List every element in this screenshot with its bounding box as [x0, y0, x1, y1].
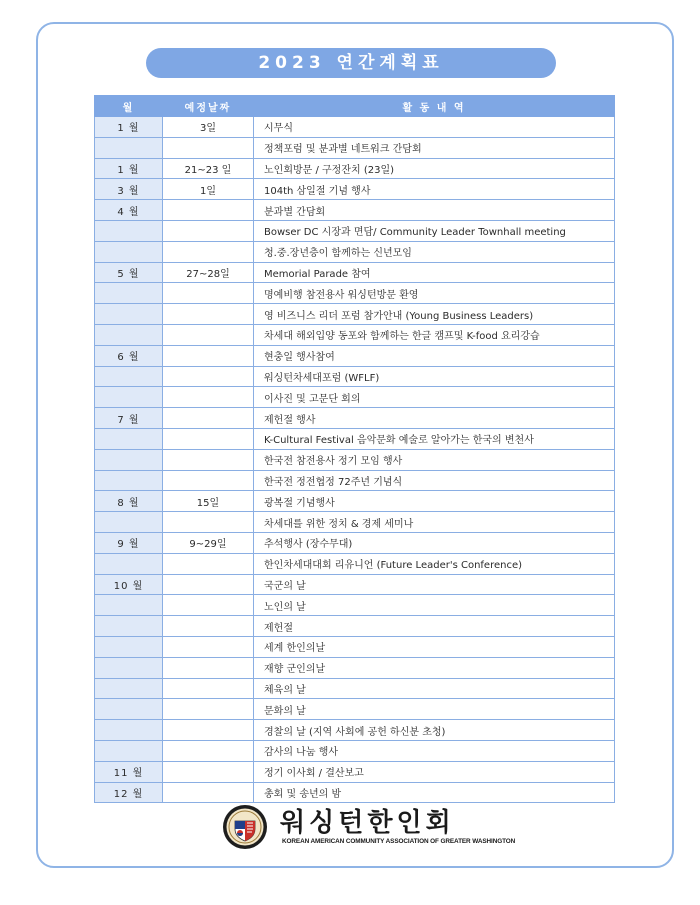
- row-date: [163, 283, 254, 304]
- row-date: 9~29일: [163, 532, 254, 553]
- row-activity: 영 비즈니스 리더 포럼 참가안내 (Young Business Leaders): [254, 304, 615, 325]
- row-month: [95, 387, 163, 408]
- row-date: [163, 636, 254, 657]
- row-date: [163, 366, 254, 387]
- row-activity: K-Cultural Festival 음악문화 예술로 알아가는 한국의 변천사: [254, 428, 615, 449]
- row-activity: Memorial Parade 참여: [254, 262, 615, 283]
- association-seal-icon: [222, 804, 268, 850]
- row-month: [95, 241, 163, 262]
- footer-logo: [222, 802, 522, 856]
- row-date: [163, 512, 254, 533]
- row-date: [163, 553, 254, 574]
- row-month: [95, 470, 163, 491]
- row-date: [163, 595, 254, 616]
- row-date: [163, 657, 254, 678]
- table-row: [95, 512, 615, 533]
- row-date: 1일: [163, 179, 254, 200]
- row-month: 6 월: [95, 345, 163, 366]
- association-name-english: KOREAN AMERICAN COMMUNITY ASSOCIATION OF GREATER WASHINGTON: [282, 838, 516, 845]
- table-row: [95, 366, 615, 387]
- row-activity: 시무식: [254, 117, 615, 138]
- row-activity: Bowser DC 시장과 면담/ Community Leader Townhall meeting: [254, 220, 615, 241]
- row-date: [163, 782, 254, 803]
- table-row: [95, 304, 615, 325]
- annual-plan-table: [94, 95, 615, 803]
- table-row: [95, 262, 615, 283]
- table-row: [95, 740, 615, 761]
- row-activity: 국군의 날: [254, 574, 615, 595]
- header-activity: 활 동 내 역: [254, 96, 615, 117]
- table-row: [95, 595, 615, 616]
- row-date: [163, 428, 254, 449]
- row-activity: 정기 이사회 / 결산보고: [254, 761, 615, 782]
- row-month: [95, 616, 163, 637]
- row-date: [163, 616, 254, 637]
- row-activity: 문화의 날: [254, 699, 615, 720]
- row-activity: 104th 삼일절 기념 행사: [254, 179, 615, 200]
- row-date: [163, 740, 254, 761]
- row-date: [163, 387, 254, 408]
- row-date: 15일: [163, 491, 254, 512]
- row-activity: 명예비행 참전용사 워싱턴방문 환영: [254, 283, 615, 304]
- table-row: [95, 553, 615, 574]
- row-activity: 워싱턴차세대포럼 (WFLF): [254, 366, 615, 387]
- row-month: 11 월: [95, 761, 163, 782]
- row-date: [163, 241, 254, 262]
- row-activity: 재향 군인의날: [254, 657, 615, 678]
- table-row: [95, 449, 615, 470]
- row-date: 27~28일: [163, 262, 254, 283]
- row-month: 5 월: [95, 262, 163, 283]
- row-date: [163, 678, 254, 699]
- table-row: [95, 179, 615, 200]
- table-row: [95, 657, 615, 678]
- row-activity: 감사의 나눔 행사: [254, 740, 615, 761]
- header-month: 월: [95, 96, 163, 117]
- row-month: 8 월: [95, 491, 163, 512]
- row-date: [163, 304, 254, 325]
- row-month: [95, 699, 163, 720]
- row-month: [95, 636, 163, 657]
- row-month: [95, 553, 163, 574]
- row-date: [163, 574, 254, 595]
- table-row: [95, 283, 615, 304]
- row-month: [95, 678, 163, 699]
- association-name: 워싱턴한인회: [280, 808, 455, 838]
- table-row: [95, 636, 615, 657]
- row-activity: 추석행사 (장수무대): [254, 532, 615, 553]
- table-row: [95, 428, 615, 449]
- table-row: [95, 532, 615, 553]
- row-month: 9 월: [95, 532, 163, 553]
- row-activity: 이사진 및 고문단 회의: [254, 387, 615, 408]
- row-activity: 총회 및 송년의 밤: [254, 782, 615, 803]
- table-row: [95, 761, 615, 782]
- table-row: [95, 345, 615, 366]
- page-title: 2023 연간계획표: [146, 48, 556, 78]
- row-activity: 세계 한인의날: [254, 636, 615, 657]
- table-row: [95, 491, 615, 512]
- row-month: 1 월: [95, 158, 163, 179]
- header-date: 예정날짜: [163, 96, 254, 117]
- table-row: [95, 678, 615, 699]
- row-activity: 한국전 정전협정 72주년 기념식: [254, 470, 615, 491]
- table-row: [95, 387, 615, 408]
- table-body: [95, 117, 615, 803]
- row-activity: 한국전 참전용사 정기 모임 행사: [254, 449, 615, 470]
- table-row: [95, 782, 615, 803]
- row-month: [95, 512, 163, 533]
- row-activity: 광복절 기념행사: [254, 491, 615, 512]
- row-activity: 경찰의 날 (지역 사회에 공헌 하신분 초청): [254, 720, 615, 741]
- row-date: [163, 200, 254, 221]
- row-date: [163, 699, 254, 720]
- row-date: [163, 345, 254, 366]
- row-activity: 한인차세대대회 리유니언 (Future Leader's Conference): [254, 553, 615, 574]
- row-month: [95, 137, 163, 158]
- row-activity: 정책포럼 및 분과별 네트워크 간담회: [254, 137, 615, 158]
- row-date: [163, 408, 254, 429]
- row-activity: 노인회방문 / 구정잔치 (23일): [254, 158, 615, 179]
- row-month: 12 월: [95, 782, 163, 803]
- table-row: [95, 158, 615, 179]
- row-date: 3일: [163, 117, 254, 138]
- table-header-row: [95, 96, 615, 117]
- row-activity: 제헌절: [254, 616, 615, 637]
- row-activity: 차세대를 위한 정치 & 경제 세미나: [254, 512, 615, 533]
- table-row: [95, 574, 615, 595]
- row-date: [163, 137, 254, 158]
- row-month: [95, 657, 163, 678]
- row-month: 4 월: [95, 200, 163, 221]
- row-month: [95, 720, 163, 741]
- table-row: [95, 137, 615, 158]
- row-date: [163, 324, 254, 345]
- row-month: 1 월: [95, 117, 163, 138]
- table-row: [95, 699, 615, 720]
- row-activity: 청.중.장년층이 함께하는 신년모임: [254, 241, 615, 262]
- row-date: [163, 449, 254, 470]
- row-month: [95, 428, 163, 449]
- row-month: 7 월: [95, 408, 163, 429]
- row-month: [95, 595, 163, 616]
- row-month: [95, 283, 163, 304]
- row-month: [95, 304, 163, 325]
- table-row: [95, 720, 615, 741]
- row-month: [95, 220, 163, 241]
- row-date: [163, 470, 254, 491]
- row-date: 21~23 일: [163, 158, 254, 179]
- table-row: [95, 220, 615, 241]
- row-activity: 분과별 간담회: [254, 200, 615, 221]
- row-date: [163, 220, 254, 241]
- row-activity: 노인의 날: [254, 595, 615, 616]
- row-date: [163, 761, 254, 782]
- row-activity: 제헌절 행사: [254, 408, 615, 429]
- table-row: [95, 117, 615, 138]
- table-row: [95, 616, 615, 637]
- row-date: [163, 720, 254, 741]
- row-month: [95, 740, 163, 761]
- table-row: [95, 200, 615, 221]
- row-activity: 체육의 날: [254, 678, 615, 699]
- row-month: 3 월: [95, 179, 163, 200]
- table-row: [95, 241, 615, 262]
- table-row: [95, 324, 615, 345]
- row-month: [95, 366, 163, 387]
- table-row: [95, 470, 615, 491]
- row-month: [95, 324, 163, 345]
- row-activity: 현충일 행사참여: [254, 345, 615, 366]
- table-row: [95, 408, 615, 429]
- row-month: [95, 449, 163, 470]
- row-month: 10 월: [95, 574, 163, 595]
- row-activity: 차세대 해외입양 동포와 함께하는 한글 캠프및 K-food 요리강습: [254, 324, 615, 345]
